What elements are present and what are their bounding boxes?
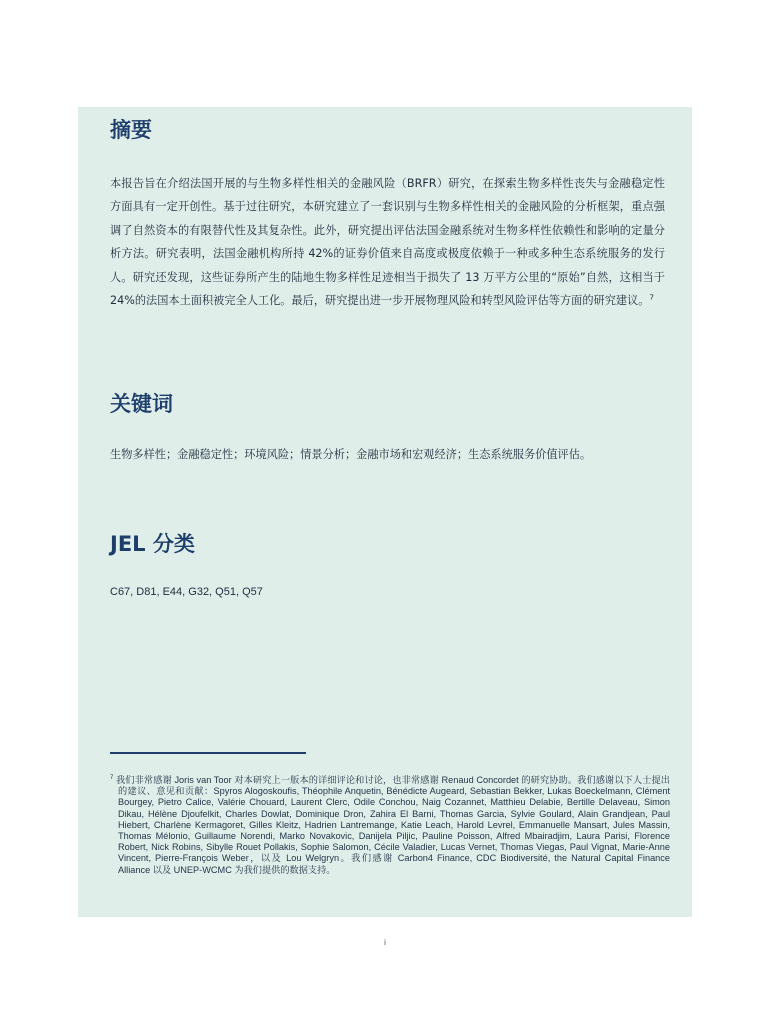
keywords-heading: 关键词 xyxy=(110,392,173,416)
abstract-heading: 摘要 xyxy=(110,118,152,142)
jel-codes: C67, D81, E44, G32, Q51, Q57 xyxy=(110,586,263,598)
footnote-text: 我们非常感谢 Joris van Toor 对本研究上一版本的详细评论和讨论，也非常感谢 Renaud Concordet 的研究协助。我们感谢以下人士提出的建议、意见和贡献：Spyros Alogoskoufis, Théophile Anquetin, Bénédicte Augeard, Sebastian Bekker, Lukas Boeckelmann, Clément Bourgey, Pietro Calice, Valérie Chouard, Laurent Clerc, Odile Conchou, Naig Cozannet, Matthieu Delabie, Bertille Delaveau, Simon Dikau, Hélène Djoufelkit, Charles Dowlat, Dominique Dron, Zahira El Barni, Thomas Garcia, Sylvie Goulard, Alain Grandjean, Paul Hiebert, Charlène Kermagoret, Gilles Kleitz, Hadrien Lantremange, Katie Leach, Harold Levrel, Emmanuelle Mansart, Jules Massin, Thomas Mélonio, Guillaume Norendi, Marko Novakovic, Danijela Piljic, Pauline Poisson, Alfred Mbairadjim, Laura Parisi, Florence Robert, Nick Robins, Sibylle Rouet Pollakis, Sophie Salomon, Cécile Valadier, Lucas Vernet, Thomas Viegas, Paul Vignat, Marie-Anne Vincent, Pierre-François Weber，以及 Lou Welgryn。我们感谢 Carbon4 Finance, CDC Biodiversité, the Natural Capital Finance Alliance 以及 UNEP-WCMC 为我们提供的数据支持。 xyxy=(116,775,670,875)
keywords-text: 生物多样性；金融稳定性；环境风险；情景分析；金融市场和宏观经济；生态系统服务价值评估。 xyxy=(110,448,592,461)
jel-heading: JEL 分类 xyxy=(110,532,195,556)
page-number: i xyxy=(384,938,386,947)
footnote-divider xyxy=(110,752,306,754)
footnote-marker: 7 xyxy=(110,774,114,781)
footnote xyxy=(110,775,670,876)
abstract-body: 本报告旨在介绍法国开展的与生物多样性相关的金融风险（BRFR）研究，在探索生物多样性丧失与金融稳定性方面具有一定开创性。基于过往研究，本研究建立了一套识别与生物多样性相关的金融风险的分析框架，重点强调了自然资本的有限替代性及其复杂性。此外，研究提出评估法国金融系统对生物多样性依赖性和影响的定量分析方法。研究表明，法国金融机构所持 42%的证券价值来自高度或极度依赖于一种或多种生态系统服务的发行人。研究还发现，这些证券所产生的陆地生物多样性足迹相当于损失了 13 万平方公里的“原始”自然，这相当于 24%的法国本土面积被完全人工化。最后，研究提出进一步开展物理风险和转型风险评估等方面的研究建议。 xyxy=(110,177,665,308)
abstract-text xyxy=(110,172,665,312)
footnote-reference[interactable]: 7 xyxy=(649,293,654,302)
